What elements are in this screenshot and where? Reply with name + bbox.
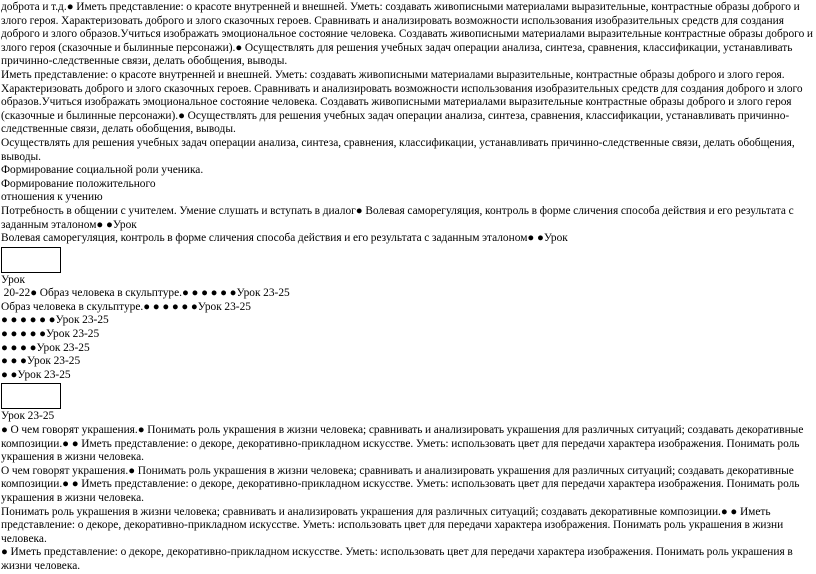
paragraph-communication: Потребность в общении с учителем. Умение слушать и вступать в диалог● Волевая саморегуляция, контроль в форме сличения способа действия и его результата с заданным эталоном● ●Урок: [1, 204, 794, 231]
lesson-label: Урок: [1, 273, 25, 286]
lesson-line: ● ● ● ●Урок 23-25: [1, 341, 90, 354]
paragraph-social-role: Формирование социальной роли ученика.: [1, 164, 204, 177]
paragraph-decor-2: О чем говорят украшения.● Понимать роль украшения в жизни человека; сравнивать и анализировать украшения для различных ситуаций; создавать декоративные композиции.● ● Иметь представление: о декоре, декоративно-прикладном искусстве. Уметь: использовать цвет для передачи характера изображения. Понимать роль украшения в жизни человека.: [1, 464, 800, 504]
paragraph-positive-attitude: Формирование положительного: [1, 177, 156, 190]
paragraph-attitude-learning: отношения к учению: [1, 191, 103, 204]
lesson-line: ● ● ● ● ● ●Урок 23-25: [1, 314, 109, 327]
paragraph-good-evil-2: Иметь представление: о красоте внутренней и внешней. Уметь: создавать живописными материалами выразительные, контрастные образы доброго и злого героя. Характеризовать доброго и злого сказочных героев. Сравнивать и анализировать возможности использования изобразительных средств для создания доброго и злого образов.Учиться изображать эмоциональное состояние человека. Создавать живописными материалами выразительные контрастные образы доброго и злого героя (сказочные и былинные персонажи).● Осуществлять для решения учебных задач операции анализа, синтеза, сравнения, классификации, устанавливать причинно-следственные связи, делать обобщения, выводы.: [1, 68, 803, 136]
lesson-line: Образ человека в скульптуре.● ● ● ● ● ●Урок 23-25: [1, 300, 251, 313]
empty-box: [1, 383, 61, 409]
lesson-line: ● ● ● ● ●Урок 23-25: [1, 328, 100, 341]
decor-lesson-label: Урок 23-25: [1, 410, 55, 423]
paragraph-good-evil-1: доброта и т.д.● Иметь представление: о красоте внутренней и внешней. Уметь: создавать живописными материалами выразительные, контрастные образы доброго и злого героя. Характеризовать доброго и злого сказочных героев. Сравнивать и анализировать возможности использования изобразительных средств для создания доброго и злого образов.Учиться изображать эмоциональное состояние человека. Создавать живописными материалами выразительные контрастные образы доброго и злого героя (сказочные и былинные персонажи).● Осуществлять для решения учебных задач операции анализа, синтеза, сравнения, классификации, устанавливать причинно-следственные связи, делать обобщения, выводы.: [1, 1, 814, 68]
lesson-line: 20-22● Образ человека в скульптуре.● ● ● ● ● ●Урок 23-25: [1, 287, 290, 300]
document-body: [0, 1, 814, 574]
paragraph-self-regulation: Волевая саморегуляция, контроль в форме сличения способа действия и его результата с заданным эталоном● ●Урок: [1, 232, 568, 245]
lesson-line: ● ●Урок 23-25: [1, 368, 71, 381]
paragraph-decor-1: ● О чем говорят украшения.● Понимать роль украшения в жизни человека; сравнивать и анализировать украшения для различных ситуаций; создавать декоративные композиции.● ● Иметь представление: о декоре, декоративно-прикладном искусстве. Уметь: использовать цвет для передачи характера изображения. Понимать роль украшения в жизни человека.: [1, 424, 804, 464]
paragraph-decor-4: ● Иметь представление: о декоре, декоративно-прикладном искусстве. Уметь: использовать цвет для передачи характера изображения. Понимать роль украшения в жизни человека.: [1, 546, 793, 572]
empty-box: [1, 247, 61, 273]
paragraph-analysis: Осуществлять для решения учебных задач операции анализа, синтеза, сравнения, классификации, устанавливать причинно-следственные связи, делать обобщения, выводы.: [1, 136, 795, 163]
paragraph-decor-3: Понимать роль украшения в жизни человека; сравнивать и анализировать украшения для различных ситуаций; создавать декоративные композиции.● ● Иметь представление: о декоре, декоративно-прикладном искусстве. Уметь: использовать цвет для передачи характера изображения. Понимать роль украшения в жизни человека.: [1, 505, 784, 545]
lesson-line: ● ● ●Урок 23-25: [1, 355, 81, 368]
